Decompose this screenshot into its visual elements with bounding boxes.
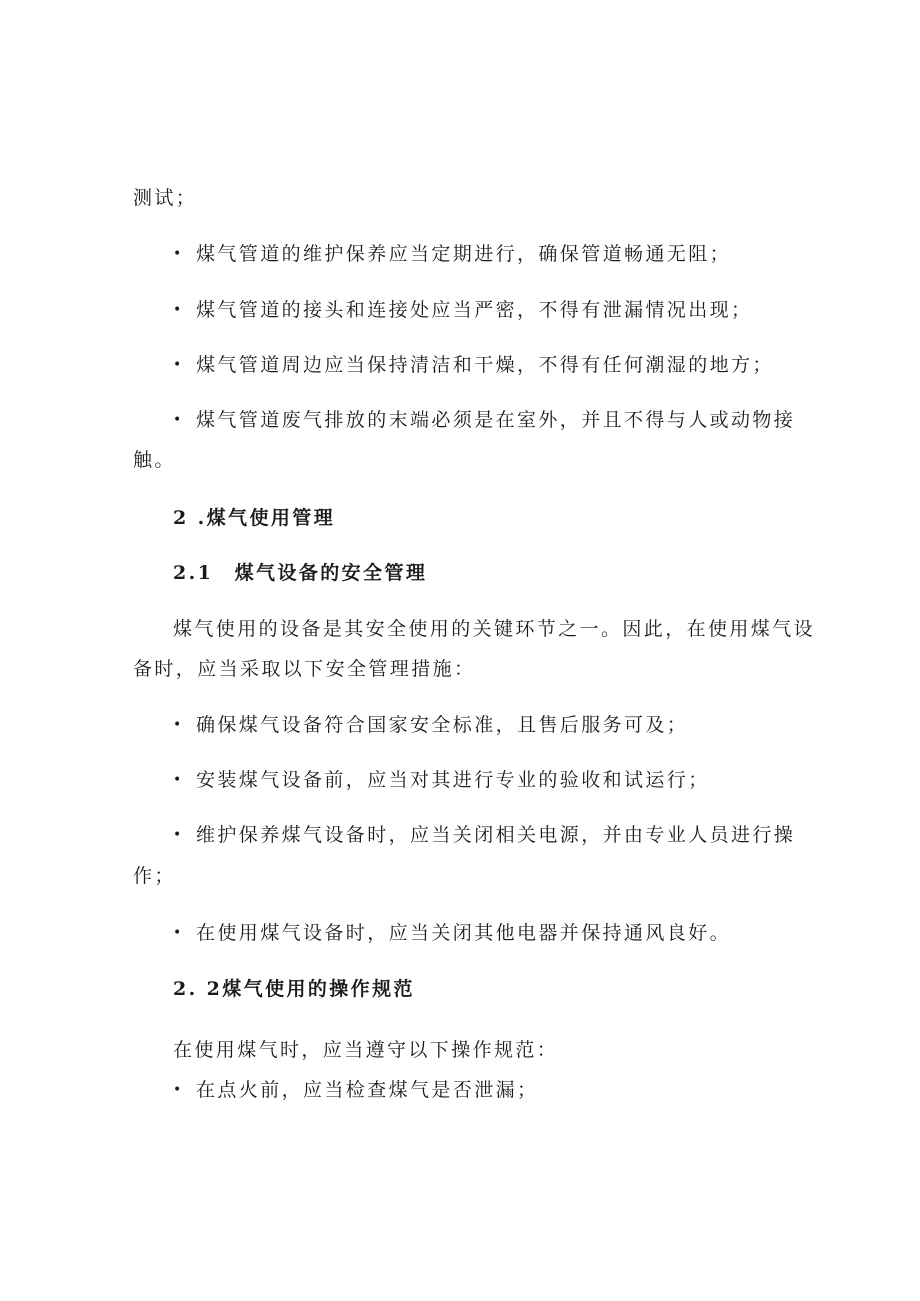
list-item-maintenance-cont: 作； (133, 865, 176, 887)
bullet-icon: • (173, 772, 182, 788)
paragraph-operation-intro: 在使用煤气时，应当遵守以下操作规范： (173, 1039, 559, 1061)
list-item-pipe-surroundings: 煤气管道周边应当保持清洁和干燥，不得有任何潮湿的地方； (196, 354, 774, 376)
bullet-icon: • (173, 302, 182, 318)
list-item-pipe-joints: 煤气管道的接头和连接处应当严密，不得有泄漏情况出现； (196, 299, 753, 321)
subsection-heading-equipment-safety: 2.1 煤气设备的安全管理 (173, 562, 428, 584)
section-heading-gas-usage: 2 .煤气使用管理 (173, 507, 336, 529)
bullet-icon: • (173, 357, 182, 373)
text-line-continuation: 测试； (133, 187, 198, 209)
paragraph-equipment-intro-cont: 备时，应当采取以下安全管理措施： (133, 658, 476, 680)
subsection-heading-operation-rules: 2. 2煤气使用的操作规范 (173, 978, 415, 1000)
bullet-icon: • (173, 1082, 182, 1098)
list-item-pipe-maintenance: 煤气管道的维护保养应当定期进行，确保管道畅通无阻； (196, 243, 732, 265)
list-item-exhaust: 煤气管道废气排放的末端必须是在室外，并且不得与人或动物接 (196, 409, 796, 431)
bullet-icon: • (173, 827, 182, 843)
list-item-ventilation: 在使用煤气设备时，应当关闭其他电器并保持通风良好。 (196, 922, 732, 944)
list-item-exhaust-cont: 触。 (133, 449, 176, 471)
list-item-leak-check: 在点火前，应当检查煤气是否泄漏； (196, 1079, 539, 1101)
list-item-installation: 安装煤气设备前，应当对其进行专业的验收和试运行； (196, 769, 710, 791)
bullet-icon: • (173, 925, 182, 941)
bullet-icon: • (173, 412, 182, 428)
bullet-icon: • (173, 246, 182, 262)
list-item-standards: 确保煤气设备符合国家安全标准，且售后服务可及； (196, 714, 689, 736)
list-item-maintenance: 维护保养煤气设备时，应当关闭相关电源，并由专业人员进行操 (196, 824, 796, 846)
paragraph-equipment-intro: 煤气使用的设备是其安全使用的关键环节之一。因此，在使用煤气设 (173, 618, 816, 640)
bullet-icon: • (173, 717, 182, 733)
